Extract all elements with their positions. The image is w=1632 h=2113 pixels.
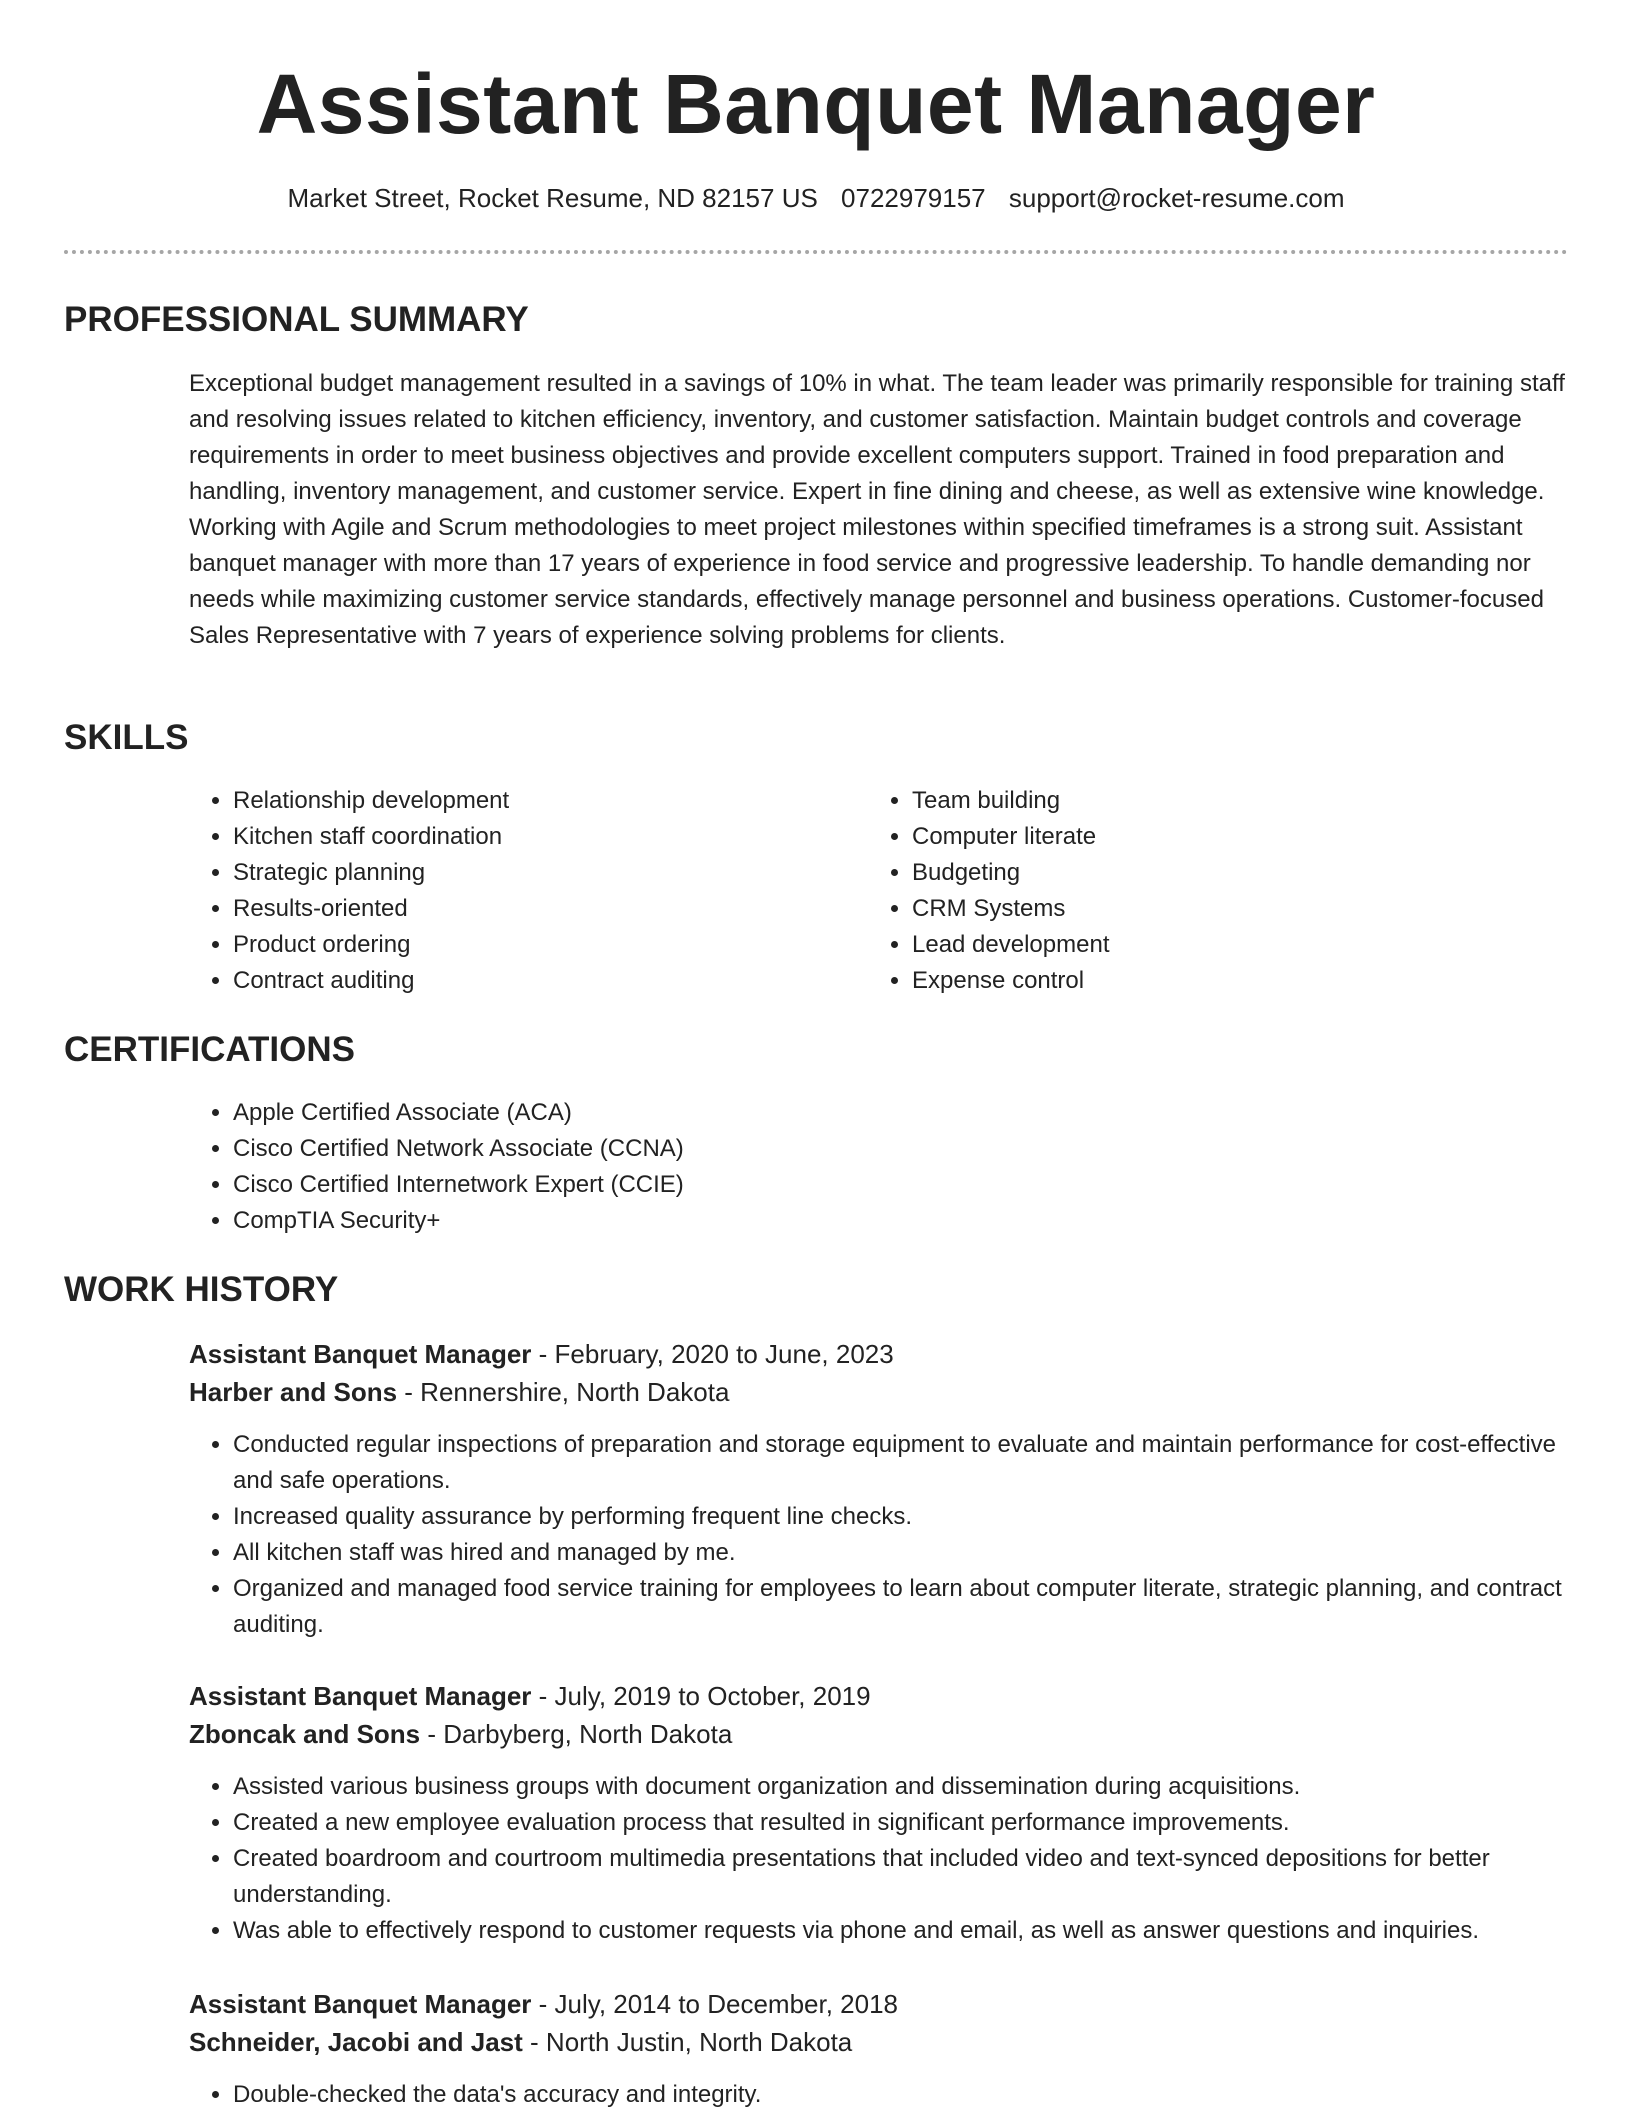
job-bullet: • Assisted various business groups with document organization and dissemination during acquisitions. (233, 1769, 1569, 1805)
header-divider (64, 250, 1568, 254)
job-location: - Darbyberg, North Dakota (420, 1719, 733, 1749)
skill-item: • Contract auditing (233, 963, 829, 999)
address-text: Market Street, Rocket Resume, ND 82157 US (287, 183, 818, 213)
candidate-name: Assistant Banquet Manager (256, 57, 1376, 151)
summary-heading: PROFESSIONAL SUMMARY (64, 300, 529, 339)
skill-item: • Budgeting (912, 855, 1568, 891)
job-dates: - July, 2019 to October, 2019 (531, 1681, 871, 1711)
certification-item: • Apple Certified Associate (ACA) (233, 1095, 684, 1131)
job-company: Schneider, Jacobi and Jast (189, 2027, 523, 2057)
certification-item: • Cisco Certified Internetwork Expert (CCIE) (233, 1167, 684, 1203)
job-role: Assistant Banquet Manager (189, 1989, 532, 2019)
job-bullets (189, 1769, 1569, 1949)
job-bullet: • Was able to effectively respond to customer requests via phone and email, as well as answer questions and inquiries. (233, 1913, 1569, 1949)
job-company-line (189, 2023, 1569, 2061)
phone-text: 0722979157 (841, 183, 986, 213)
skills-column-left (189, 783, 829, 999)
job-bullet: • Conducted regular inspections of preparation and storage equipment to evaluate and maintain performance for cost-effective and safe operations. (233, 1427, 1569, 1499)
certification-item: • Cisco Certified Network Associate (CCNA) (233, 1131, 684, 1167)
skill-item: • Kitchen staff coordination (233, 819, 829, 855)
job-entry (189, 1985, 1569, 2113)
skill-item: • Expense control (912, 963, 1568, 999)
job-bullet: • Double-checked the data's accuracy and integrity. (233, 2077, 1569, 2113)
job-company: Zboncak and Sons (189, 1719, 421, 1749)
skills-list-left (189, 783, 829, 999)
job-bullets (189, 1427, 1569, 1643)
job-entry (189, 1677, 1569, 1949)
job-bullet: • All kitchen staff was hired and managed by me. (233, 1535, 1569, 1571)
summary-text: Exceptional budget management resulted in a savings of 10% in what. The team leader was primarily responsible for training staff and resolving issues related to kitchen efficiency, inventory, and customer satisfaction. Maintain budget controls and coverage requirements in order to meet business objectives and provide excellent computers support. Trained in food preparation and handling, inventory management, and customer service. Expert in fine dining and cheese, as well as extensive wine knowledge. Working with Agile and Scrum methodologies to meet project milestones within specified timeframes is a strong suit. Assistant banquet manager with more than 17 years of experience in food service and progressive leadership. To handle demanding nor needs while maximizing customer service standards, effectively manage personnel and business operations. Customer-focused Sales Representative with 7 years of experience solving problems for clients. (189, 370, 1565, 649)
skill-item: • Team building (912, 783, 1568, 819)
skill-item: • Product ordering (233, 927, 829, 963)
skill-item: • Results-oriented (233, 891, 829, 927)
job-dates: - February, 2020 to June, 2023 (531, 1339, 894, 1369)
skills-list-right (868, 783, 1568, 999)
job-location: - Rennershire, North Dakota (397, 1377, 730, 1407)
skills-heading: SKILLS (64, 718, 189, 757)
skill-item: • Strategic planning (233, 855, 829, 891)
certification-item: • CompTIA Security+ (233, 1203, 684, 1239)
job-bullet: • Organized and managed food service training for employees to learn about computer literate, strategic planning, and contract auditing. (233, 1571, 1569, 1643)
work-history-heading: WORK HISTORY (64, 1270, 339, 1309)
job-company-line (189, 1373, 1569, 1411)
job-location: - North Justin, North Dakota (522, 2027, 853, 2057)
job-bullet: • Created boardroom and courtroom multimedia presentations that included video and text-synced depositions for better understanding. (233, 1841, 1569, 1913)
certifications-section (189, 1095, 684, 1239)
job-company-line (189, 1715, 1569, 1753)
contact-line (0, 180, 1632, 216)
job-title-line (189, 1677, 1569, 1715)
skill-item: • Computer literate (912, 819, 1568, 855)
job-title-line (189, 1985, 1569, 2023)
job-bullets (189, 2077, 1569, 2113)
job-company: Harber and Sons (189, 1377, 398, 1407)
job-bullet: • Created a new employee evaluation process that resulted in significant performance improvements. (233, 1805, 1569, 1841)
job-title-line (189, 1335, 1569, 1373)
job-role: Assistant Banquet Manager (189, 1681, 532, 1711)
certifications-heading: CERTIFICATIONS (64, 1030, 356, 1069)
job-dates: - July, 2014 to December, 2018 (531, 1989, 899, 2019)
skill-item: • Lead development (912, 927, 1568, 963)
certifications-list (189, 1095, 684, 1239)
skill-item: • CRM Systems (912, 891, 1568, 927)
email-link[interactable]: support@rocket-resume.com (1008, 183, 1345, 213)
skills-column-right (868, 783, 1568, 999)
job-bullet: • Increased quality assurance by performing frequent line checks. (233, 1499, 1569, 1535)
skill-item: • Relationship development (233, 783, 829, 819)
job-entry (189, 1335, 1569, 1643)
job-role: Assistant Banquet Manager (189, 1339, 532, 1369)
